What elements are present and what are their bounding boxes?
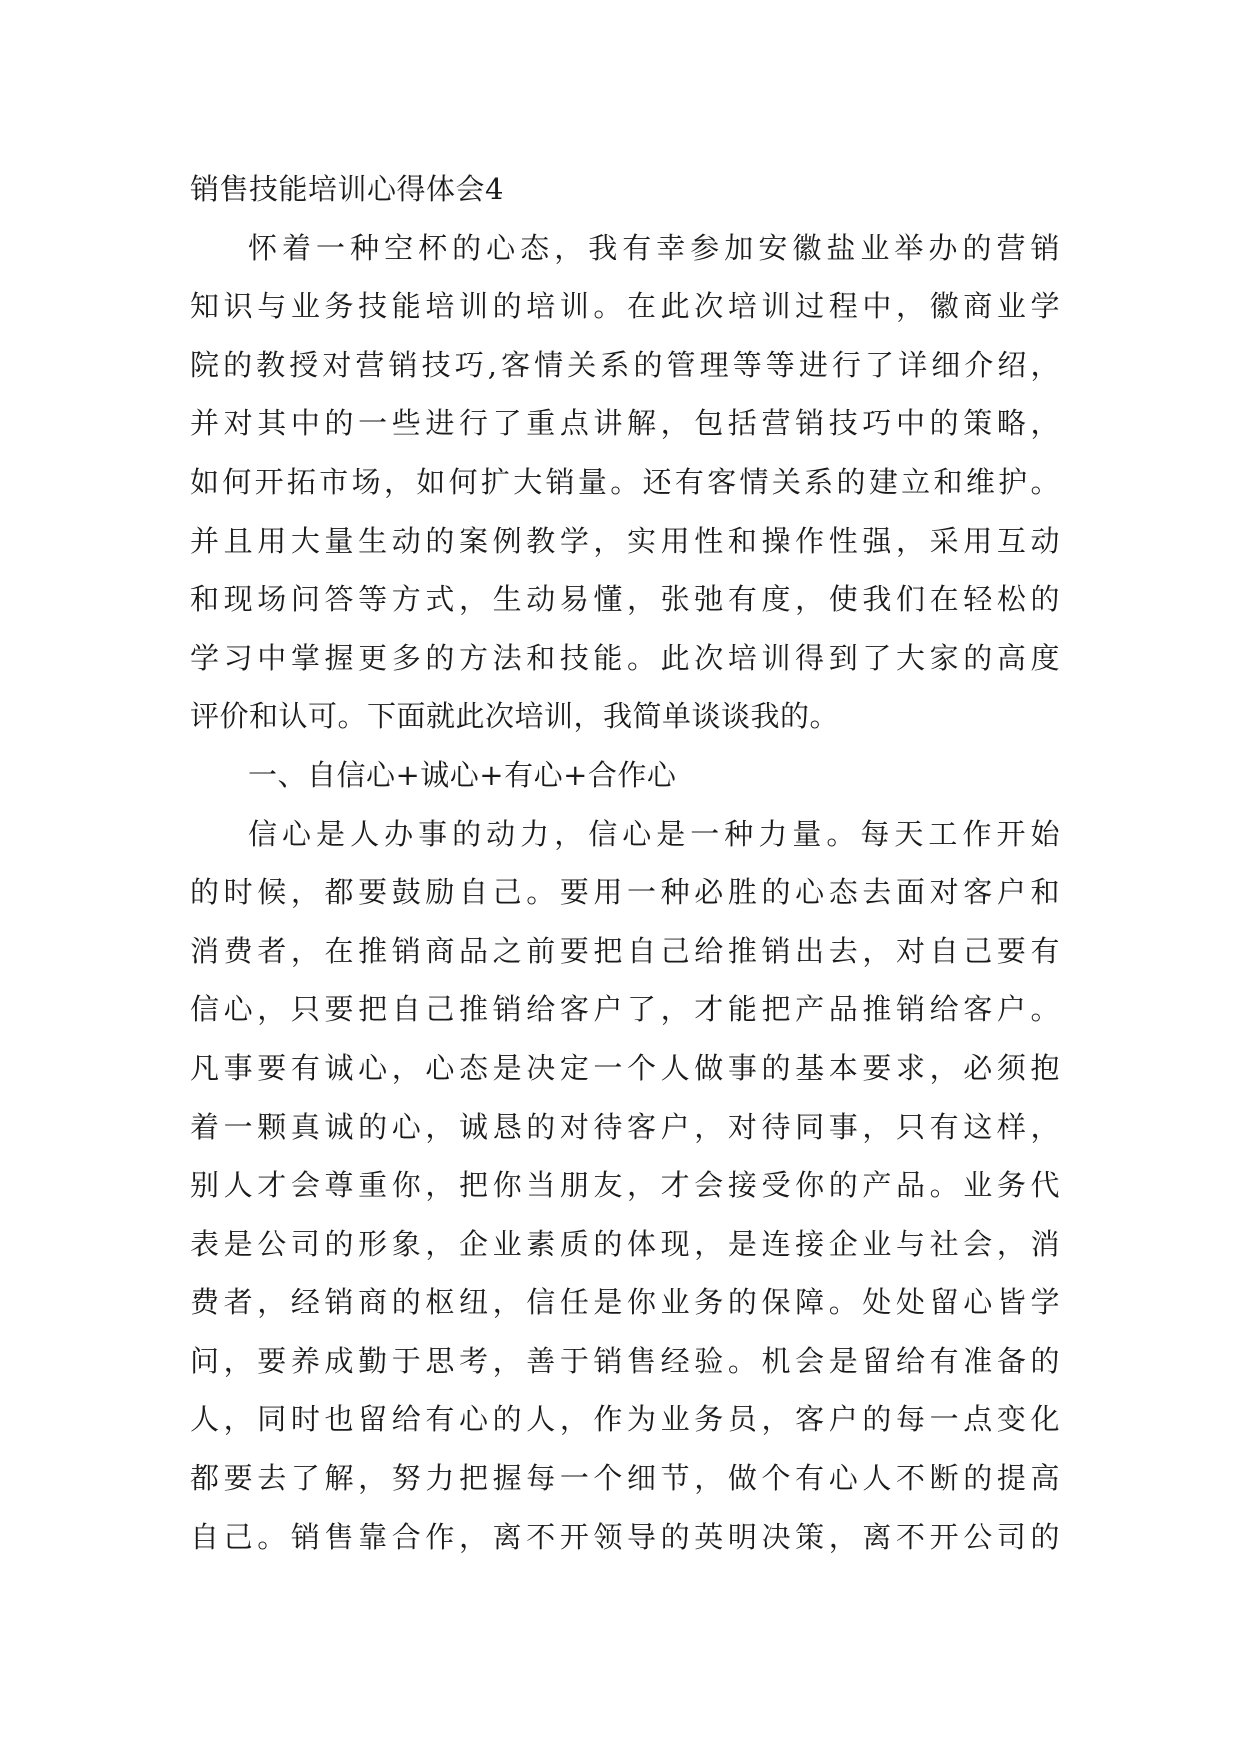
paragraph-line: 如何开拓市场，如何扩大销量。还有客情关系的建立和维护。 [190, 464, 1060, 499]
paragraph-line: 自己。销售靠合作，离不开领导的英明决策，离不开公司的 [190, 1519, 1060, 1554]
paragraph-line: 着一颗真诚的心，诚恳的对待客户，对待同事，只有这样， [190, 1109, 1060, 1144]
document-title: 销售技能培训心得体会4 [190, 172, 504, 206]
paragraph-line: 并对其中的一些进行了重点讲解，包括营销技巧中的策略， [190, 406, 1060, 441]
paragraph-line: 评价和认可。下面就此次培训，我简单谈谈我的。 [190, 699, 840, 734]
intro-paragraph [190, 219, 1060, 746]
paragraph-line: 的时候，都要鼓励自己。要用一种必胜的心态去面对客户和 [190, 875, 1060, 910]
paragraph-line: 信心是人办事的动力，信心是一种力量。每天工作开始 [248, 816, 1060, 851]
paragraph-line: 知识与业务技能培训的培训。在此次培训过程中，徽商业学 [190, 289, 1060, 324]
section-paragraph [190, 805, 1060, 1567]
paragraph-line: 和现场问答等方式，生动易懂，张弛有度，使我们在轻松的 [190, 582, 1060, 617]
document-body [190, 160, 1060, 1566]
paragraph-line: 问，要养成勤于思考，善于销售经验。机会是留给有准备的 [190, 1343, 1060, 1378]
paragraph-line: 学习中掌握更多的方法和技能。此次培训得到了大家的高度 [190, 640, 1060, 675]
paragraph-line: 消费者，在推销商品之前要把自己给推销出去，对自己要有 [190, 933, 1060, 968]
paragraph-line: 怀着一种空杯的心态，我有幸参加安徽盐业举办的营销 [248, 230, 1060, 265]
paragraph-line: 人，同时也留给有心的人，作为业务员，客户的每一点变化 [190, 1402, 1060, 1437]
paragraph-line: 费者，经销商的枢纽，信任是你业务的保障。处处留心皆学 [190, 1285, 1060, 1320]
paragraph-line: 表是公司的形象，企业素质的体现，是连接企业与社会，消 [190, 1226, 1060, 1261]
paragraph-line: 并且用大量生动的案例教学，实用性和操作性强，采用互动 [190, 523, 1060, 558]
paragraph-line: 别人才会尊重你，把你当朋友，才会接受你的产品。业务代 [190, 1168, 1060, 1203]
paragraph-line: 凡事要有诚心，心态是决定一个人做事的基本要求，必须抱 [190, 1050, 1060, 1085]
paragraph-line: 信心，只要把自己推销给客户了，才能把产品推销给客户。 [190, 992, 1060, 1027]
paragraph-line: 院的教授对营销技巧,客情关系的管理等等进行了详细介绍， [190, 347, 1060, 382]
section-heading: 一、自信心+诚心+有心+合作心 [248, 757, 677, 792]
paragraph-line: 都要去了解，努力把握每一个细节，做个有心人不断的提高 [190, 1461, 1060, 1496]
